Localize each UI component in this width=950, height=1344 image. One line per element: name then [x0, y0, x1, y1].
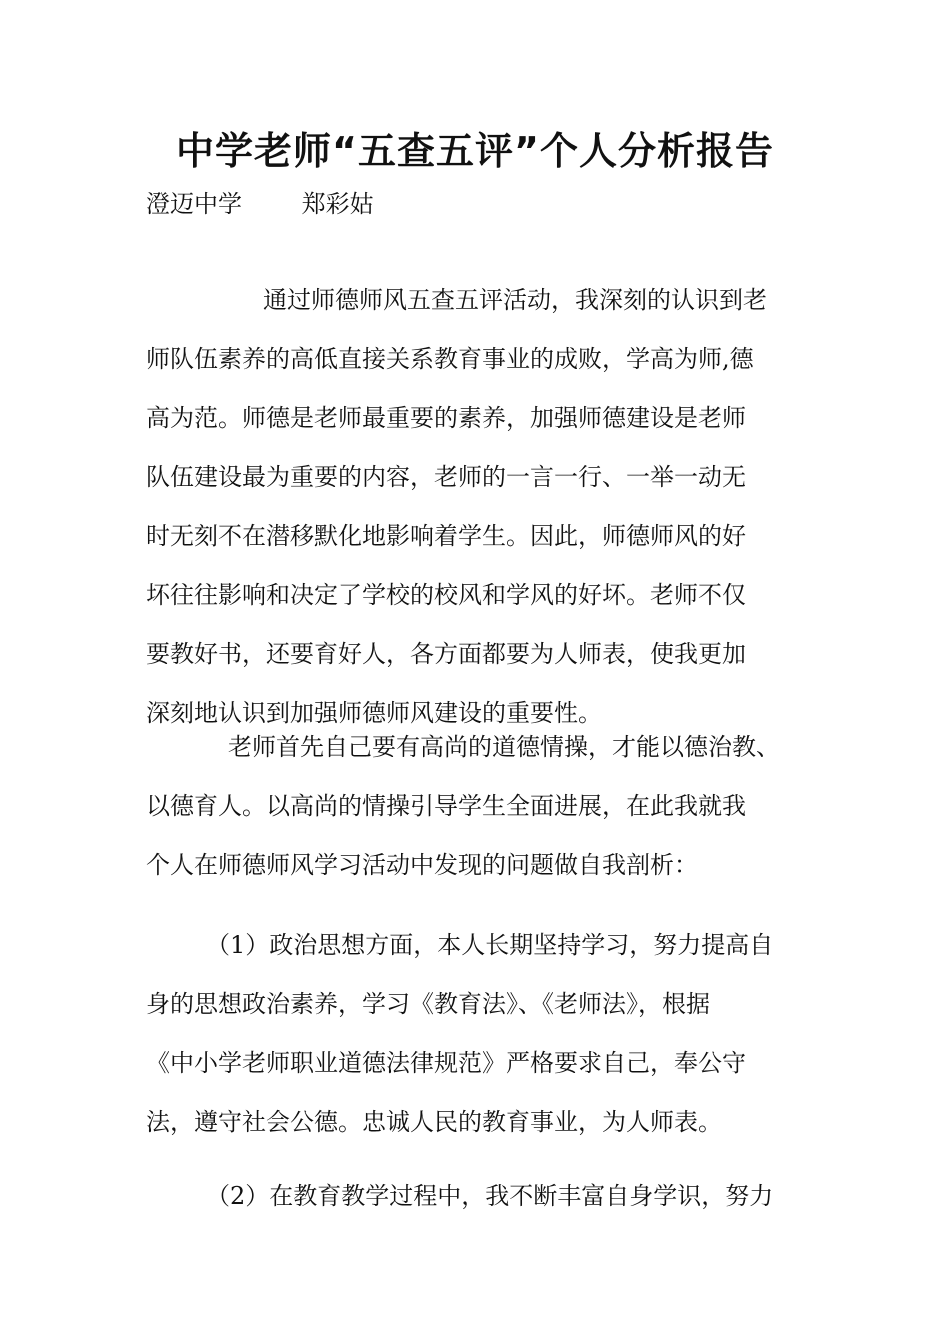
paragraph-line: 深刻地认识到加强师德师风建设的重要性。 — [146, 699, 602, 727]
paragraph-line: 要教好书，还要育好人，各方面都要为人师表，使我更加 — [146, 640, 746, 668]
paragraph-line: 高为范。师德是老师最重要的素养，加强师德建设是老师 — [146, 404, 746, 432]
byline — [146, 184, 374, 219]
paragraph-3 — [146, 930, 773, 1166]
document-title: 中学老师“五查五评”个人分析报告 — [176, 129, 774, 173]
paragraph-line: 以德育人。以高尚的情操引导学生全面进展，在此我就我 — [146, 792, 746, 820]
paragraph-line: 通过师德师风五查五评活动，我深刻的认识到老 — [263, 286, 767, 314]
paragraph-line: 《中小学老师职业道德法律规范》严格要求自己，奉公守 — [146, 1049, 746, 1077]
paragraph-line: 身的思想政治素养，学习《教育法》、《老师法》，根据 — [146, 990, 710, 1018]
paragraph-line: （1）政治思想方面，本人长期坚持学习，努力提高自 — [206, 931, 774, 959]
paragraph-line: （2）在教育教学过程中，我不断丰富自身学识，努力 — [206, 1182, 774, 1210]
paragraph-line: 法，遵守社会公德。忠诚人民的教育事业，为人师表。 — [146, 1108, 722, 1136]
paragraph-line: 老师首先自己要有高尚的道德情操，才能以德治教、 — [228, 733, 780, 761]
paragraph-line: 时无刻不在潜移默化地影响着学生。因此，师德师风的好 — [146, 522, 746, 550]
paragraph-1 — [146, 285, 767, 757]
paragraph-line: 队伍建设最为重要的内容，老师的一言一行、一举一动无 — [146, 463, 746, 491]
paragraph-line: 坏往往影响和决定了学校的校风和学风的好坏。老师不仅 — [146, 581, 746, 609]
paragraph-line: 师队伍素养的高低直接关系教育事业的成败，学高为师,德 — [146, 345, 754, 373]
school-name: 澄迈中学 — [146, 190, 242, 218]
paragraph-2 — [146, 732, 780, 909]
paragraph-4 — [146, 1181, 773, 1240]
paragraph-line: 个人在师德师风学习活动中发现的问题做自我剖析： — [146, 851, 698, 879]
author-name: 郑彩姑 — [301, 190, 374, 218]
